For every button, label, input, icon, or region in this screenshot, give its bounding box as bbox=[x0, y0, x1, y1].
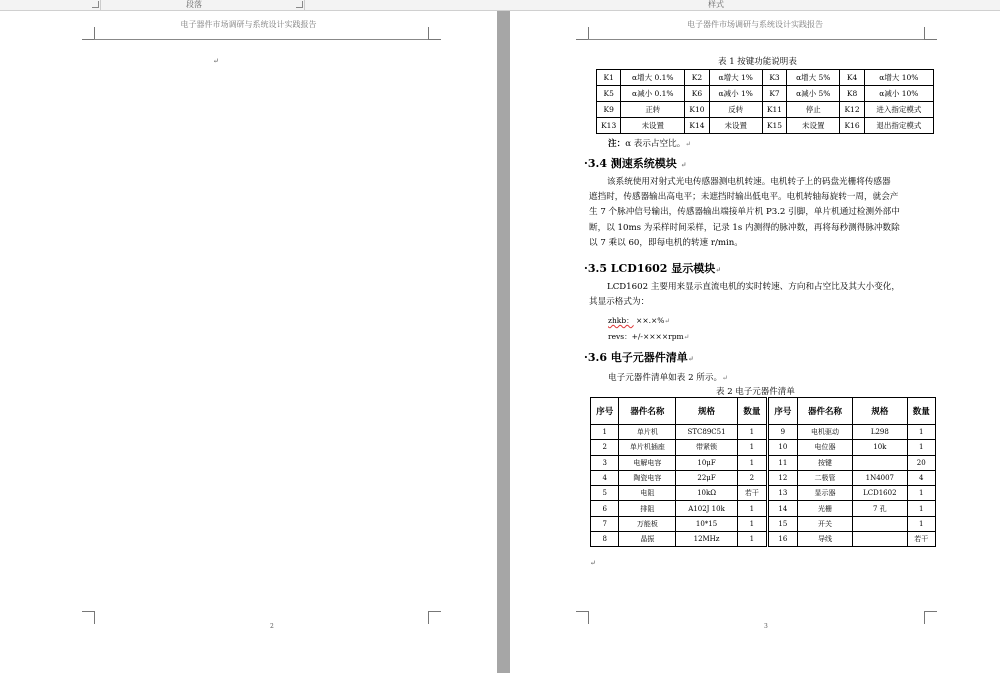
table1-note: 注：α 表示占空比。↵ bbox=[608, 139, 692, 149]
ribbon-divider bbox=[304, 0, 305, 10]
paragraph-mark: ↵ bbox=[590, 559, 596, 567]
crop-mark bbox=[428, 27, 441, 40]
header-rule bbox=[94, 39, 428, 40]
crop-mark bbox=[576, 611, 589, 624]
table-row: K9 正转 K10 反转 K11 停止 K12 进入指定模式 bbox=[597, 102, 934, 118]
crop-mark bbox=[82, 611, 95, 624]
ribbon-bar bbox=[0, 0, 1000, 11]
section-3-5-body: LCD1602 主要用来显示直流电机的实时转速、方向和占空比及其大小变化， 其显示格式为： bbox=[589, 282, 900, 308]
table1-caption: 表 1 按键功能说明表 bbox=[718, 57, 797, 67]
header-rule bbox=[588, 39, 924, 40]
ribbon-group-paragraph: 段落 bbox=[186, 0, 202, 9]
table-row: 5 电阻 10kΩ 若干 13 显示器 LCD1602 1 bbox=[591, 486, 936, 501]
ribbon-group-styles: 样式 bbox=[708, 0, 724, 9]
table-row: 7 万能板 10*15 1 15 开关 1 bbox=[591, 516, 936, 531]
table-row: K1 α增大 0.1% K2 α增大 1% K3 α增大 5% K4 α增大 10% bbox=[597, 70, 934, 86]
display-format-zhkb: zhkb： ××.×%↵ bbox=[608, 316, 671, 325]
page-header: 电子器件市场调研与系统设计实践报告 bbox=[687, 20, 823, 29]
key-function-table bbox=[596, 69, 934, 134]
table-header-row: 序号 器件名称 规格 数量 序号 器件名称 规格 数量 bbox=[591, 398, 936, 425]
section-3-6-heading: ·3.6 电子元器件清单↵ bbox=[584, 351, 694, 364]
ribbon-divider bbox=[100, 0, 101, 10]
document-page-2[interactable] bbox=[0, 11, 497, 673]
table-row: 1 单片机 STC89C51 1 9 电机驱动 L298 1 bbox=[591, 425, 936, 440]
section-3-6-intro: 电子元器件清单如表 2 所示。↵ bbox=[608, 373, 728, 383]
page-number: 3 bbox=[764, 623, 768, 630]
table-row: 3 电解电容 10μF 1 11 按键 20 bbox=[591, 455, 936, 470]
crop-mark bbox=[924, 27, 937, 40]
page-header: 电子器件市场调研与系统设计实践报告 bbox=[180, 20, 317, 29]
table-row: K13 未设置 K14 未设置 K15 未设置 K16 退出指定模式 bbox=[597, 118, 934, 134]
crop-mark bbox=[924, 611, 937, 624]
dialog-launcher-icon[interactable] bbox=[92, 1, 99, 8]
document-page-3[interactable] bbox=[510, 11, 1000, 673]
crop-mark bbox=[428, 611, 441, 624]
component-list-table bbox=[590, 397, 936, 547]
table-row: 2 单片机插座 带紧锁 1 10 电位器 10k 1 bbox=[591, 440, 936, 455]
dialog-launcher-icon[interactable] bbox=[296, 1, 303, 8]
page-number: 2 bbox=[270, 623, 274, 630]
display-format-revs: revs：+/-××××rpm↵ bbox=[608, 332, 690, 341]
section-3-4-body: 该系统使用对射式光电传感器测电机转速。电机转子上的码盘光栅将传感器 遮挡时，传感器输出高电平；未遮挡时输出低电平。电机转轴每旋转一周，就会产 生 7 个脉冲信号输出，传感器输出端接单片机 P3.2 引脚，单片机通过检测外部中 断，以 10ms 为采样时间采样，记录 1s 内测得的脉冲数，再将每秒测得脉冲数除 以 7 乘以 60，即每电机的转速 r/min。 bbox=[589, 177, 900, 248]
table-row: 6 排阻 A102J 10k 1 14 光栅 7 孔 1 bbox=[591, 501, 936, 516]
table-row: 8 晶振 12MHz 1 16 导线 若干 bbox=[591, 532, 936, 547]
table-row: 4 陶瓷电容 22μF 2 12 二极管 1N4007 4 bbox=[591, 470, 936, 485]
table2-caption: 表 2 电子元器件清单 bbox=[716, 387, 795, 397]
table-row: K5 α减小 0.1% K6 α减小 1% K7 α减小 5% K8 α减小 10% bbox=[597, 86, 934, 102]
section-3-5-heading: ·3.5 LCD1602 显示模块↵ bbox=[584, 262, 722, 275]
section-3-4-heading: ·3.4 测速系统模块 ↵ bbox=[584, 157, 687, 170]
paragraph-mark: ↵ bbox=[213, 57, 219, 65]
